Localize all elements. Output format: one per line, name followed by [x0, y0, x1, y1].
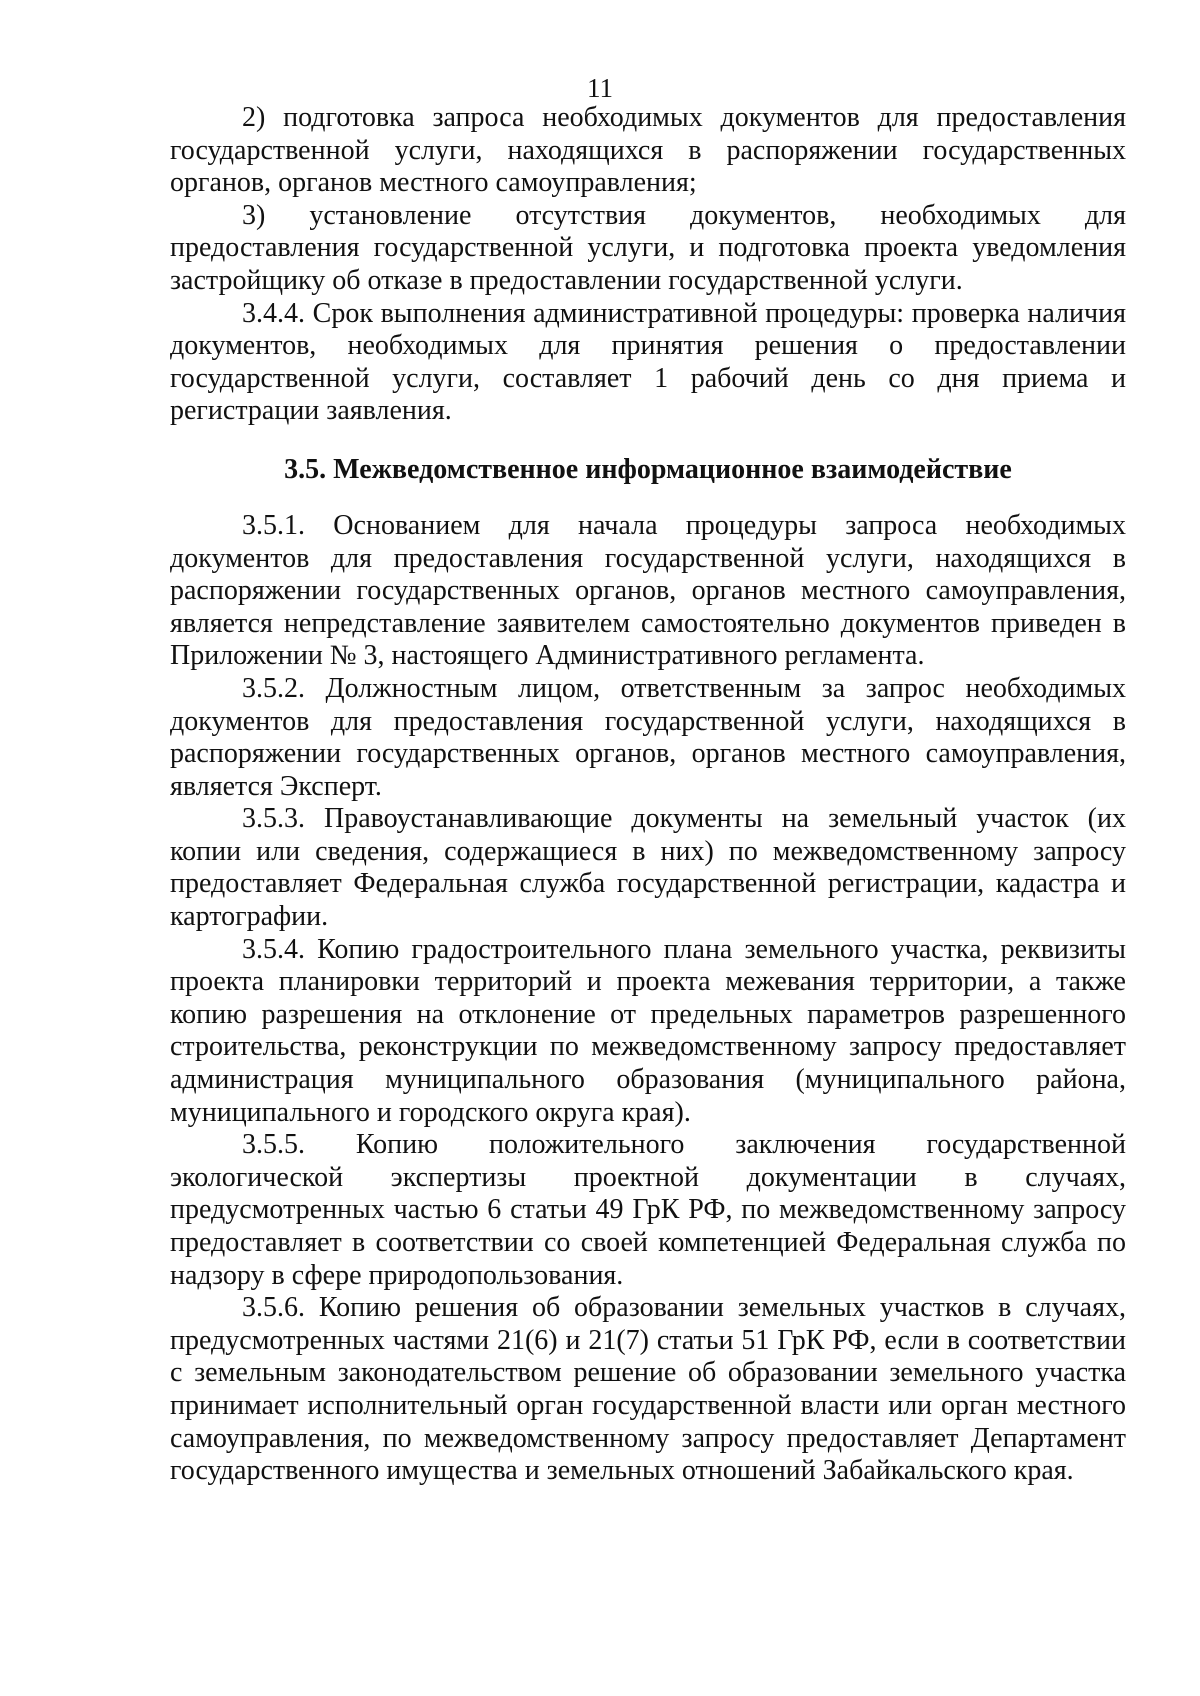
- paragraph-3-5-2: 3.5.2. Должностным лицом, ответственным за запрос необходимых документов для предоставления государственной услуги, находящихся в распоряжении государственных органов, органов местного самоуправления, является Эксперт.: [170, 672, 1126, 802]
- document-body: [170, 102, 1126, 1488]
- paragraph-3-5-4: 3.5.4. Копию градостроительного плана земельного участка, реквизиты проекта планировки территорий и проекта межевания территории, а также копию разрешения на отклонение от предельных параметров разрешенного строительства, реконструкции по межведомственному запросу предоставляет администрация муниципального образования (муниципального района, муниципального и городского округа края).: [170, 933, 1126, 1128]
- paragraph-item-2: 2) подготовка запроса необходимых документов для предоставления государственной услуги, находящихся в распоряжении государственных органов, органов местного самоуправления;: [170, 102, 1126, 199]
- paragraph-3-5-1: 3.5.1. Основанием для начала процедуры запроса необходимых документов для предоставления государственной услуги, находящихся в распоряжении государственных органов, органов местного самоуправления, является непредставление заявителем самостоятельно документов приведен в Приложении № 3, настоящего Административного регламента.: [170, 509, 1126, 672]
- paragraph-3-4-4: 3.4.4. Срок выполнения административной процедуры: проверка наличия документов, необходимых для принятия решения о предоставлении государственной услуги, составляет 1 рабочий день со дня приема и регистрации заявления.: [170, 297, 1126, 427]
- paragraph-3-5-3: 3.5.3. Правоустанавливающие документы на земельный участок (их копии или сведения, содержащиеся в них) по межведомственному запросу предоставляет Федеральная служба государственной регистрации, кадастра и картографии.: [170, 803, 1126, 933]
- paragraph-item-3: 3) установление отсутствия документов, необходимых для предоставления государственной услуги, и подготовка проекта уведомления застройщику об отказе в предоставлении государственной услуги.: [170, 199, 1126, 296]
- section-heading: 3.5. Межведомственное информационное взаимодействие: [284, 453, 1012, 485]
- paragraph-3-5-5: 3.5.5. Копию положительного заключения государственной экологической экспертизы проектной документации в случаях, предусмотренных частью 6 статьи 49 ГрК РФ, по межведомственному запросу предоставляет в соответствии со своей компетенцией Федеральная служба по надзору в сфере природопользования.: [170, 1129, 1126, 1291]
- page-number: 11: [587, 73, 613, 103]
- paragraph-3-5-6: 3.5.6. Копию решения об образовании земельных участков в случаях, предусмотренных частями 21(6) и 21(7) статьи 51 ГрК РФ, если в соответствии с земельным законодательством решение об образовании земельного участка принимает исполнительный орган государственной власти или орган местного самоуправления, по межведомственному запросу предоставляет Департамент государственного имущества и земельных отношений Забайкальского края.: [170, 1292, 1126, 1487]
